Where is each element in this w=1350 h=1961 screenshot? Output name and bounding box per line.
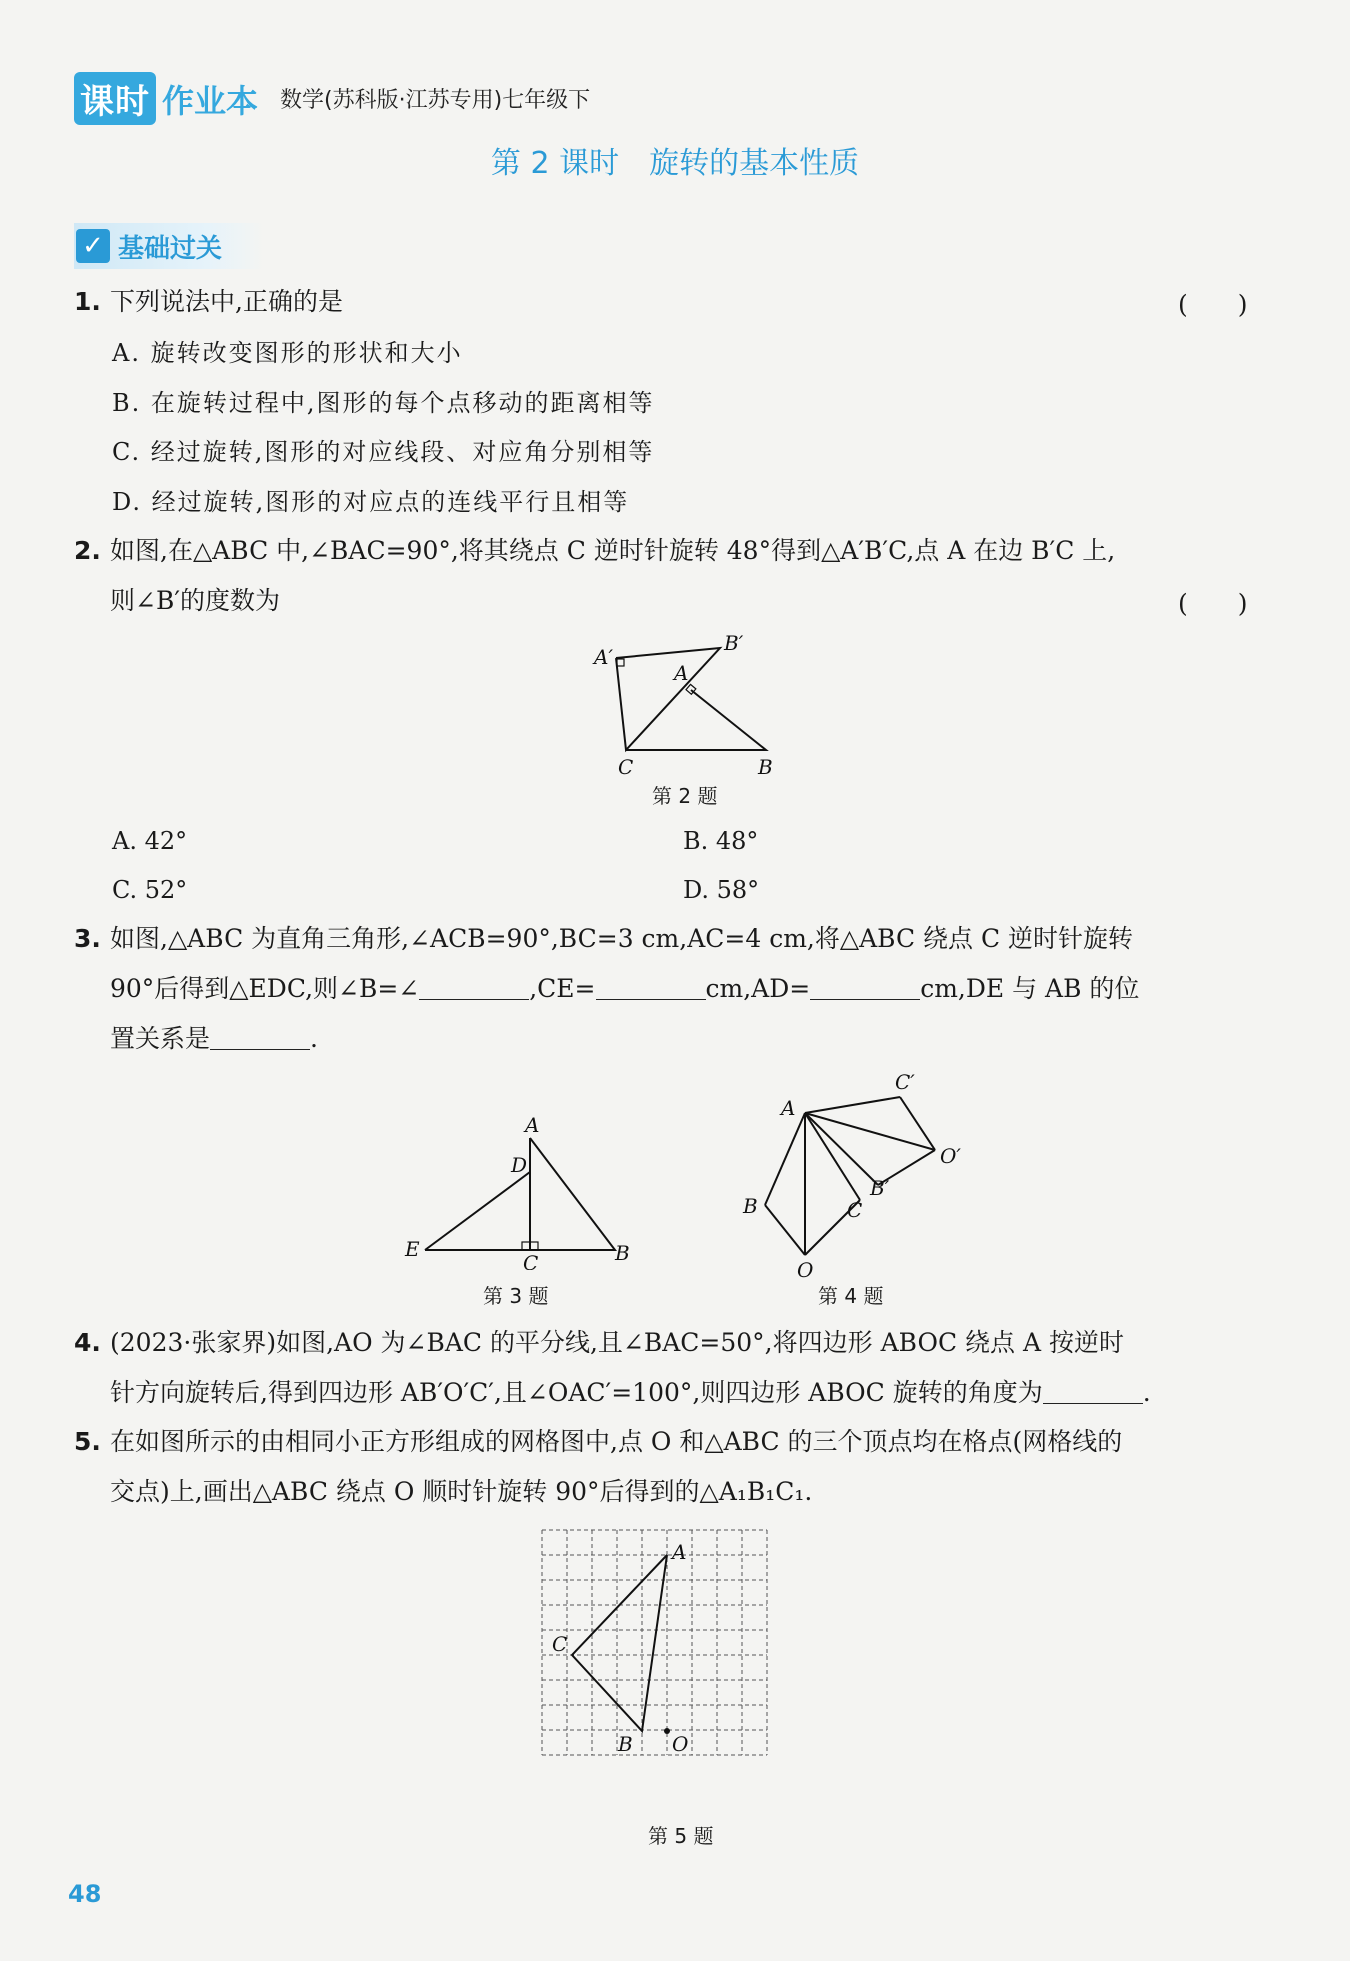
figure-caption: 第 3 题 [483,1284,549,1308]
answer-blank[interactable] [1043,1381,1143,1404]
question-number: 3. [74,924,101,953]
question-3-line3 [110,1024,318,1054]
text-segment: 置关系是 [110,1024,211,1053]
label-o: O [672,1732,689,1756]
label-o-prime: O′ [940,1144,961,1168]
question-1 [74,287,343,317]
question-text: 如图,△ABC 为直角三角形,∠ACB=90°,BC=3 cm,AC=4 cm,将△ABC 绕点 C 逆时针旋转 [110,924,1134,953]
label-o: O [797,1258,814,1282]
text-segment: ,CE= [529,974,596,1003]
label-c: C [618,755,634,779]
label-a: A [781,1096,796,1120]
label-b: B [618,1732,633,1756]
text-segment: . [310,1024,318,1053]
label-a: A [525,1113,540,1137]
brand-logo-suffix: 作业本 [162,81,259,120]
option-a: A. 旋转改变图形的形状和大小 [112,339,463,367]
question-number: 5. [74,1427,101,1456]
text-segment: cm,AD= [705,974,811,1003]
segment [805,1097,900,1113]
option-b: B. 在旋转过程中,图形的每个点移动的距离相等 [112,389,655,417]
right-angle-mark [530,1242,538,1250]
label-d: D [511,1153,528,1177]
option-c: C. 经过旋转,图形的对应线段、对应角分别相等 [112,438,655,466]
answer-bracket: ( ) [1178,290,1248,319]
option-b: B. 48° [683,827,759,855]
question-number: 4. [74,1328,101,1357]
right-angle-mark [522,1242,530,1250]
question-2-line2: 则∠B′的度数为 [110,586,280,615]
lesson-title: 第 2 课时 旋转的基本性质 [490,146,860,181]
label-b: B [758,755,773,779]
label-a: A [674,661,689,685]
label-c-prime: C′ [895,1070,915,1094]
page-header [74,72,590,125]
figure-caption: 第 4 题 [818,1284,884,1308]
brand-logo: 课时 [74,72,156,125]
question-5 [74,1427,1122,1457]
label-c: C [847,1198,863,1222]
label-e: E [405,1237,420,1261]
figure-q3 [395,1110,645,1270]
answer-blank[interactable] [810,977,920,1000]
text-segment: cm,DE 与 AB 的位 [920,974,1140,1003]
label-b: B [615,1241,630,1265]
triangle-abc [530,1138,615,1250]
triangle-a1b1c [616,648,720,750]
text-segment: 90°后得到△EDC,则∠B=∠ [110,974,420,1003]
label-b: B [743,1194,758,1218]
question-number: 1. [74,287,101,316]
section-label: 基础过关 [118,233,223,264]
right-angle-mark [617,659,624,666]
point-o [664,1728,670,1734]
question-text: 下列说法中,正确的是 [110,287,343,316]
answer-blank[interactable] [596,977,706,1000]
label-b-prime: B′ [724,631,744,655]
figure-caption: 第 5 题 [648,1824,714,1848]
label-a: A [672,1540,687,1564]
question-3-line2 [110,974,1139,1004]
option-d: D. 经过旋转,图形的对应点的连线平行且相等 [112,488,630,516]
question-4 [74,1328,1124,1358]
triangle-edc [425,1172,530,1250]
label-c: C [523,1251,539,1270]
figure-q2 [590,630,800,780]
triangle-abc [626,690,766,750]
segment [765,1113,805,1205]
question-3 [74,924,1133,954]
question-number: 2. [74,536,101,565]
text-segment: 针方向旋转后,得到四边形 AB′O′C′,且∠OAC′=100°,则四边形 ABOC 旋转的角度为 [110,1378,1043,1407]
question-5-line2: 交点)上,画出△ABC 绕点 O 顺时针旋转 90°后得到的△A₁B₁C₁. [110,1477,813,1506]
text-segment: . [1142,1378,1151,1407]
label-a-prime: A′ [594,645,613,669]
answer-bracket: ( ) [1178,589,1248,618]
option-c: C. 52° [112,876,188,904]
answer-blank[interactable] [419,977,529,1000]
question-text: 如图,在△ABC 中,∠BAC=90°,将其绕点 C 逆时针旋转 48°得到△A′B′C,点 A 在边 B′C 上, [110,536,1116,565]
option-d: D. 58° [683,876,760,904]
figure-q4 [735,1065,985,1285]
label-c: C [552,1632,568,1656]
segment [765,1205,805,1255]
option-a: A. 42° [112,827,188,855]
page-number: 48 [68,1880,102,1908]
checkbox-icon: ✓ [76,229,110,263]
question-2 [74,536,1115,566]
question-text: 在如图所示的由相同小正方形组成的网格图中,点 O 和△ABC 的三个顶点均在格点(网格线的 [110,1427,1123,1456]
subject-line: 数学(苏科版·江苏专用)七年级下 [280,88,591,113]
question-4-line2 [110,1378,1151,1408]
answer-blank[interactable] [210,1027,310,1050]
figure-q5-grid [538,1525,838,1825]
figure-caption: 第 2 题 [652,784,718,808]
question-text: (2023·张家界)如图,AO 为∠BAC 的平分线,且∠BAC=50°,将四边形 ABOC 绕点 A 按逆时 [110,1328,1124,1357]
label-b-prime: B′ [870,1176,890,1200]
section-heading [74,223,264,269]
